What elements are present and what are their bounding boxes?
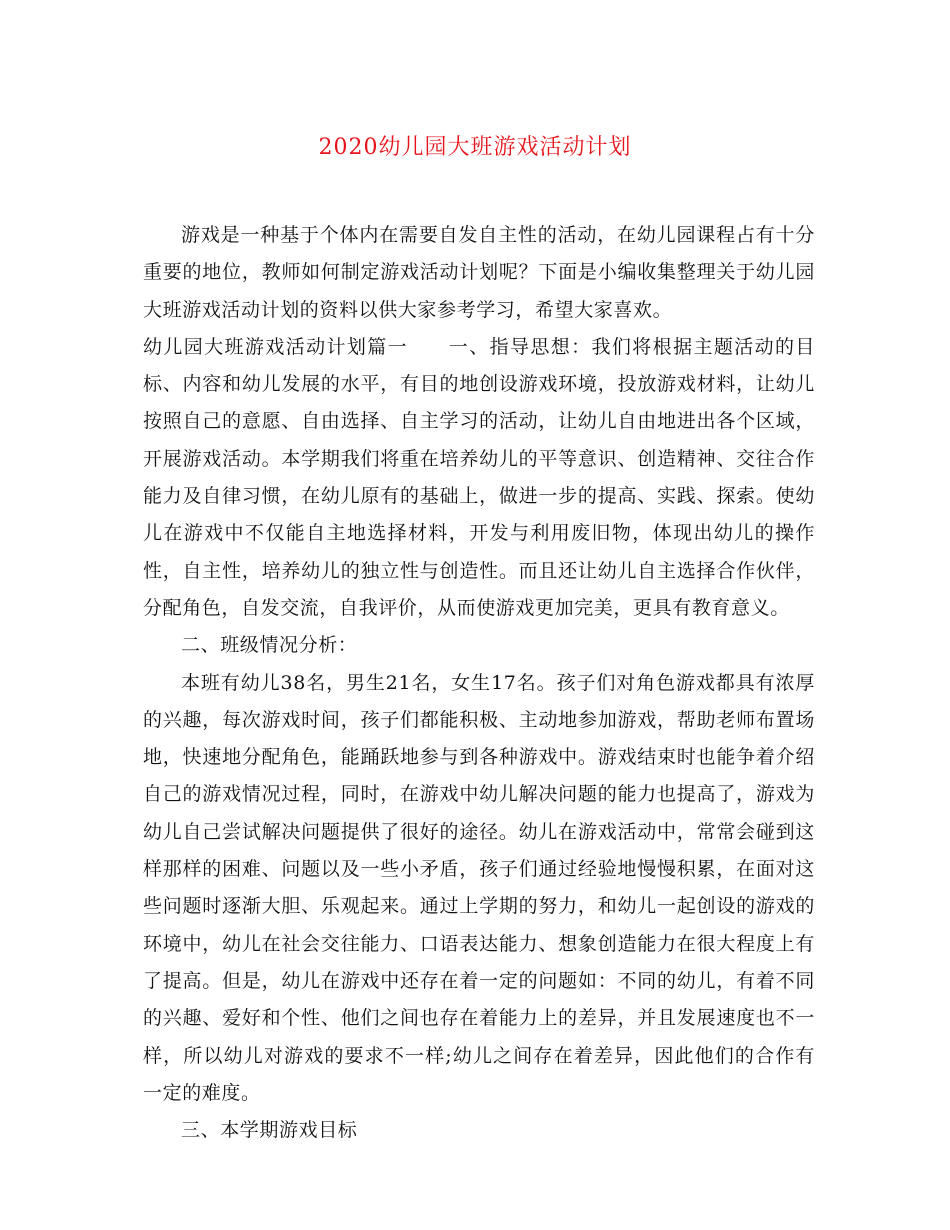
section-two-heading: 二、班级情况分析： xyxy=(181,634,358,657)
intro-paragraph: 游戏是一种基于个体内在需要自发自主性的活动，在幼儿园课程占有十分重要的地位，教师如何制定游戏活动计划呢？下面是小编收集整理关于幼儿园大班游戏活动计划的资料以供大家参考学习，希望大家喜欢。 xyxy=(143,224,815,321)
section-three-heading: 三、本学期游戏目标 xyxy=(181,1119,358,1142)
document-title: 2020幼儿园大班游戏活动计划 xyxy=(318,135,632,160)
section-one-paragraph: 幼儿园大班游戏活动计划篇一 一、指导思想：我们将根据主题活动的目标、内容和幼儿发展的水平，有目的地创设游戏环境，投放游戏材料，让幼儿按照自己的意愿、自由选择、自主学习的活动，让幼儿自由地进出各个区域，开展游戏活动。本学期我们将重在培养幼儿的平等意识、创造精神、交往合作能力及自律习惯，在幼儿原有的基础上，做进一步的提高、实践、探索。使幼儿在游戏中不仅能自主地选择材料，开发与利用废旧物，体现出幼儿的操作性，自主性，培养幼儿的独立性与创造性。而且还让幼儿自主选择合作伙伴，分配角色，自发交流，自我评价，从而使游戏更加完美，更具有教育意义。 xyxy=(143,335,815,619)
section-two-paragraph: 本班有幼儿38名，男生21名，女生17名。孩子们对角色游戏都具有浓厚的兴趣，每次游戏时间，孩子们都能积极、主动地参加游戏，帮助老师布置场地，快速地分配角色，能踊跃地参与到各种游戏中。游戏结束时也能争着介绍自己的游戏情况过程，同时，在游戏中幼儿解决问题的能力也提高了，游戏为幼儿自己尝试解决问题提供了很好的途径。幼儿在游戏活动中，常常会碰到这样那样的困难、问题以及一些小矛盾，孩子们通过经验地慢慢积累，在面对这些问题时逐渐大胆、乐观起来。通过上学期的努力，和幼儿一起创设的游戏的环境中，幼儿在社会交往能力、口语表达能力、想象创造能力在很大程度上有了提高。但是，幼儿在游戏中还存在着一定的问题如：不同的幼儿，有着不同的兴趣、爱好和个性、他们之间也存在着能力上的差异，并且发展速度也不一样，所以幼儿对游戏的要求不一样;幼儿之间存在着差异，因此他们的合作有一定的难度。 xyxy=(143,671,815,1104)
document-body xyxy=(143,217,815,1149)
